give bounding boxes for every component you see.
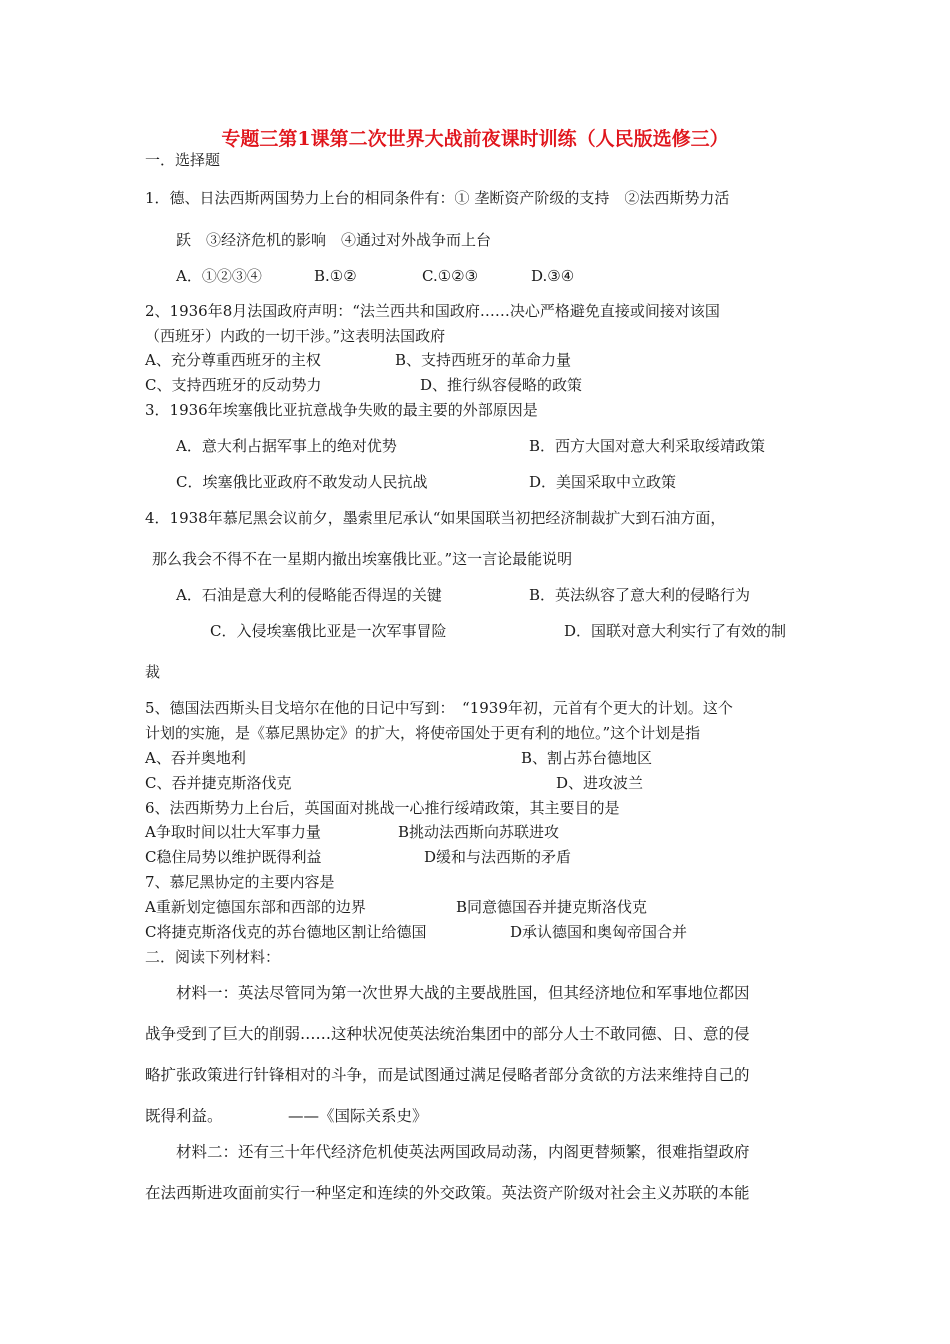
q1-option-a: A．①②③④ [176, 267, 262, 285]
material2-line1: 材料二：还有三十年代经济危机使英法两国政局动荡，内阁更替频繁，很难指望政府 [176, 1143, 750, 1161]
q5-option-b: B、割占苏台德地区 [521, 749, 653, 767]
q1-stem-line2: 跃 ③经济危机的影响 ④通过对外战争而上台 [176, 231, 492, 249]
q5-option-a: A、吞并奥地利 [145, 749, 246, 767]
q2-stem-line2: （西班牙）内政的一切干涉。”这表明法国政府 [145, 327, 446, 345]
material1-line1: 材料一：英法尽管同为第一次世界大战的主要战胜国，但其经济地位和军事地位都因 [176, 984, 750, 1002]
material1-line2: 战争受到了巨大的削弱……这种状况使英法统治集团中的部分人士不敢同德、日、意的侵 [145, 1025, 750, 1043]
q1-option-d: D.③④ [531, 267, 575, 285]
q2-stem-line1: 2、1936年8月法国政府声明：“法兰西共和国政府……决心严格避免直接或间接对该国 [145, 302, 720, 320]
q3-option-c: C．埃塞俄比亚政府不敢发动人民抗战 [176, 473, 428, 491]
q4-option-b: B．英法纵容了意大利的侵略行为 [529, 586, 751, 604]
q4-option-a: A．石油是意大利的侵略能否得逞的关键 [176, 586, 442, 604]
section-choice-heading: 一．选择题 [145, 151, 221, 169]
material1-line4: 既得利益。 [145, 1107, 223, 1125]
material2-line2: 在法西斯进攻面前实行一种坚定和连续的外交政策。英法资产阶级对社会主义苏联的本能 [145, 1184, 750, 1202]
q3-option-d: D．美国采取中立政策 [529, 473, 677, 491]
section-reading-heading: 二．阅读下列材料： [145, 948, 281, 966]
q6-option-b: B挑动法西斯向苏联进攻 [398, 823, 560, 841]
q2-option-a: A、充分尊重西班牙的主权 [145, 351, 321, 369]
q4-option-d: D．国联对意大利实行了有效的制 [564, 622, 787, 640]
q5-stem-line1: 5、德国法西斯头目戈培尔在他的日记中写到： “1939年初，元首有个更大的计划。这个 [145, 699, 733, 717]
material1-source: ——《国际关系史》 [288, 1107, 428, 1125]
q4-stem-line1: 4．1938年慕尼黑会议前夕，墨索里尼承认“如果国联当初把经济制裁扩大到石油方面， [145, 509, 726, 527]
q5-option-c: C、吞并捷克斯洛伐克 [145, 774, 292, 792]
q1-option-c: C.①②③ [422, 267, 479, 285]
q4-stem-line2: 那么我会不得不在一星期内撤出埃塞俄比亚。”这一言论最能说明 [152, 550, 573, 568]
q3-option-a: A．意大利占据军事上的绝对优势 [176, 437, 397, 455]
q1-stem-line1: 1．德、日法西斯两国势力上台的相同条件有：① 垄断资产阶级的支持 ②法西斯势力活 [145, 189, 730, 207]
q6-option-d: D缓和与法西斯的矛盾 [424, 848, 572, 866]
q7-option-c: C将捷克斯洛伐克的苏台德地区割让给德国 [145, 923, 427, 941]
q4-option-d-continued: 裁 [145, 663, 161, 681]
q7-option-b: B同意德国吞并捷克斯洛伐克 [456, 898, 648, 916]
q6-stem: 6、法西斯势力上台后，英国面对挑战一心推行绥靖政策，其主要目的是 [145, 799, 620, 817]
q5-option-d: D、进攻波兰 [556, 774, 644, 792]
q3-option-b: B．西方大国对意大利采取绥靖政策 [529, 437, 766, 455]
q6-option-a: A争取时间以壮大军事力量 [145, 823, 321, 841]
q7-stem: 7、慕尼黑协定的主要内容是 [145, 873, 335, 891]
page-title: 专题三第1课第二次世界大战前夜课时训练（人民版选修三） [221, 128, 729, 150]
q5-stem-line2: 计划的实施，是《慕尼黑协定》的扩大，将使帝国处于更有利的地位。”这个计划是指 [145, 724, 701, 742]
q7-option-d: D承认德国和奥匈帝国合并 [510, 923, 688, 941]
q6-option-c: C稳住局势以维护既得利益 [145, 848, 322, 866]
material1-line3: 略扩张政策进行针锋相对的斗争，而是试图通过满足侵略者部分贪欲的方法来维持自己的 [145, 1066, 750, 1084]
q7-option-a: A重新划定德国东部和西部的边界 [145, 898, 366, 916]
q3-stem: 3．1936年埃塞俄比亚抗意战争失败的最主要的外部原因是 [145, 401, 538, 419]
q1-option-b: B.①② [314, 267, 357, 285]
q2-option-c: C、支持西班牙的反动势力 [145, 376, 322, 394]
q2-option-b: B、支持西班牙的革命力量 [395, 351, 572, 369]
q2-option-d: D、推行纵容侵略的政策 [420, 376, 583, 394]
q4-option-c: C．入侵埃塞俄比亚是一次军事冒险 [210, 622, 447, 640]
